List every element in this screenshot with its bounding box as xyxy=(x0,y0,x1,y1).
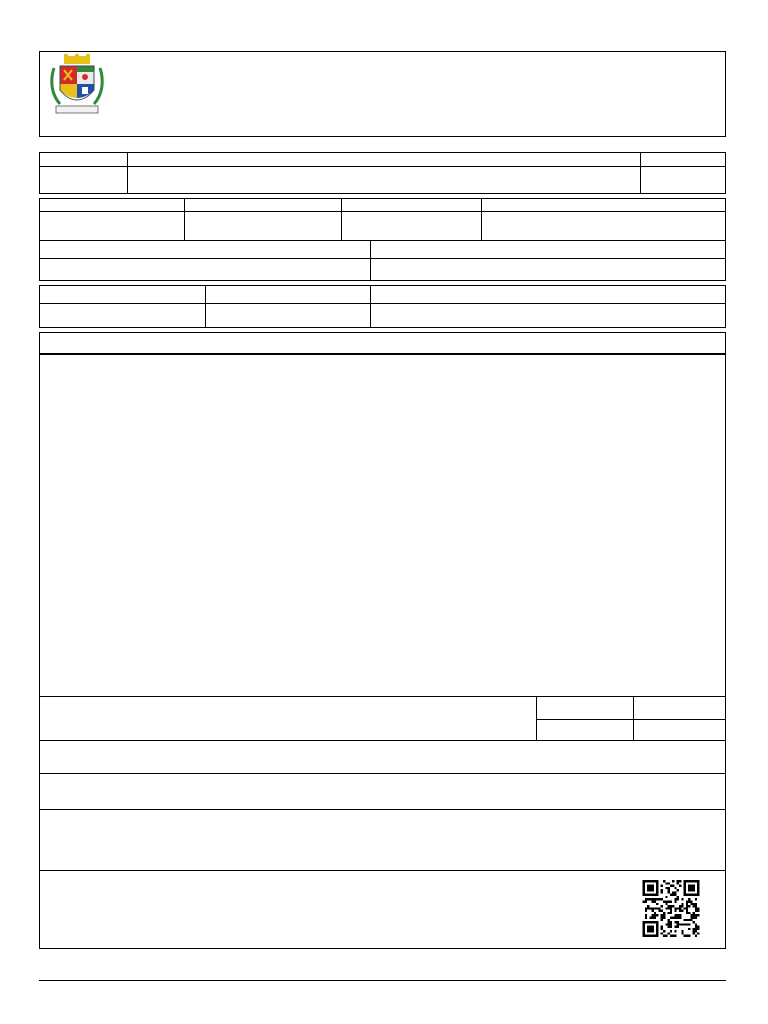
validation-box xyxy=(39,870,726,949)
identification-col-1 xyxy=(127,152,128,194)
identification-table xyxy=(39,152,726,194)
notes-box-2 xyxy=(39,773,726,810)
contact-table xyxy=(39,285,726,328)
notes-box-1 xyxy=(39,740,726,774)
qr-code-icon xyxy=(641,880,701,937)
details-table xyxy=(39,198,726,241)
address-col-1 xyxy=(370,240,371,281)
details-col-3 xyxy=(481,198,482,241)
contact-col-1 xyxy=(205,285,206,328)
address-table xyxy=(39,240,726,281)
address-divider xyxy=(39,258,726,259)
content-area xyxy=(39,354,726,741)
details-col-1 xyxy=(184,198,185,241)
values-row-divider xyxy=(536,719,726,720)
identification-col-2 xyxy=(640,152,641,194)
footer-rule xyxy=(39,980,726,981)
header-box xyxy=(39,51,726,137)
content-bottom-divider xyxy=(39,696,726,697)
details-divider xyxy=(39,211,726,212)
details-col-2 xyxy=(341,198,342,241)
contact-divider xyxy=(39,303,726,304)
coat-of-arms-icon xyxy=(48,54,106,118)
identification-divider xyxy=(39,166,726,167)
notes-box-3 xyxy=(39,809,726,871)
contact-col-2 xyxy=(370,285,371,328)
section-title-bar xyxy=(39,332,726,354)
